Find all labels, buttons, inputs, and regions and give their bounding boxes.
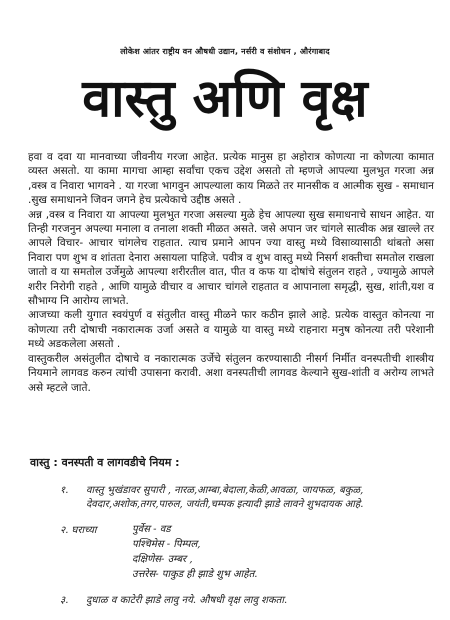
rule-2-label: २. घराच्या — [60, 525, 97, 536]
rule-3-number: ३. — [60, 595, 69, 606]
rule-3-text: दुधाळ व काटेरी झाडे लावु नये. औषधी वृक्ष लावु शकता. — [86, 595, 288, 606]
rule-1 — [60, 484, 430, 498]
rules-list — [60, 484, 430, 608]
paragraph-4: वास्तुकरील असंतुलीत दोषाचे व नकारात्मक उर्जेचे संतुलन करण्यासाठी नीसर्ग निर्मीत वनस्पतीची शास्त्रीय नियमाने लागवड करुन त्यांची उपासना करावी. अशा वनस्पतीची लागवड केल्याने सुख-शांती व अरोग्य लाभते असे म्हटले जाते. — [28, 352, 434, 394]
paragraph-1: हवा व दवा या मानवाच्या जीवनीय गरजा आहेत. प्रत्येक मानुस हा अहोरात्र कोणत्या ना कोणत्या कामात व्यस्त असतो. या कामा मागचा आम्हा सर्वांचा एकच उद्देश असतो तो म्हणजे आपल्या मुलभुत गरजा अन्न ,वस्त्र व निवारा भागवने . या गरजा भागवुन आपल्याला काय मिळते तर मानसीक व आत्मीक सुख - समाधान .सुख समाधानने जिवन जगने हेच प्रत्येकाचे उद्दीष्ठ असते . — [28, 151, 434, 207]
direction-south: दक्षिणेस- उम्बर , — [132, 554, 193, 565]
organization-header: लोकेश आंतर राष्ट्रीय वन औषधी उद्यान, नर्सरी व संशोधन , औरंगाबाद — [120, 47, 330, 56]
paragraph-3: आजच्या कली युगात स्वयंपुर्ण व संतुलीत वास्तु मीळने फार कठीन झाले आहे. प्रत्येक वास्तुत कोनत्या ना कोणत्या तरी दोषाची नकारात्मक उर्जा असते व यामुळे या वास्तु मध्ये राहनारा मनुष कोनत्या तरी परेशानी मध्ये अडकलेला असतो . — [28, 309, 434, 351]
rule-1-line-1: वास्तु भुखंडावर सुपारी , नारळ,आम्बा,बेदाला,केळी,आवळा, जायफळ, बकुळ, — [86, 485, 364, 496]
paragraph-2: अन्न ,वस्त्र व निवारा या आपल्या मुलभुत गरजा असल्या मुळे हेच आपल्या सुख समाधनाचे साधन आहेत. या तिन्ही गरजनुन अपल्या मनाला व तनाला शक्ती मीळत असते. जसे अपान जर चांगले सात्वीक अन्न खाल्ले तर आपले विचार- आचार चांगलेच राहतात. त्याच प्रमाने आपन ज्या वास्तु मध्ये विसाव्यासाठी थांबतो असा निवारा पण शुभ व शांतता देनारा असायला पाहिजे. पवीत्र व शुभ वास्तु मध्ये निसर्ग शक्तीचा समतोल राखला जातो व या समतोल उर्जेमुळे आपल्या शरीरतील वात, पीत व कफ या दोषांचे संतुलन राहते , ज्यामुळे आपले शरीर निरोगी राहते , आणि यामुळे वीचार व आचार चांगले राहतात व आपानाला समृद्धी, सुख, शांती,यश व सौभाग्य नि आरोग्य लाभते. — [28, 208, 434, 308]
direction-west: पश्चिमेस - पिम्पल, — [132, 539, 201, 550]
page-title: वास्तु अणि वृक्ष — [82, 69, 368, 129]
rules-heading: वास्तु : वनस्पती व लागवडीचे नियम : — [30, 456, 180, 469]
rule-1-line-2: देवदार,अशोक,तगर,पारुल, जयंती,चम्पक इत्यादी झाडे लावने शुभदायक आहे. — [86, 499, 364, 510]
rule-1-number: १. — [60, 485, 69, 496]
direction-list — [132, 522, 430, 582]
rule-3 — [60, 594, 430, 608]
rule-1-continued — [60, 498, 430, 512]
body-text — [28, 150, 434, 395]
direction-east: पुर्वेस - वड — [132, 524, 171, 535]
direction-north: उत्तरेस- पाकुड ही झाडे शुभ आहेत. — [132, 569, 258, 580]
rule-2 — [60, 522, 430, 582]
